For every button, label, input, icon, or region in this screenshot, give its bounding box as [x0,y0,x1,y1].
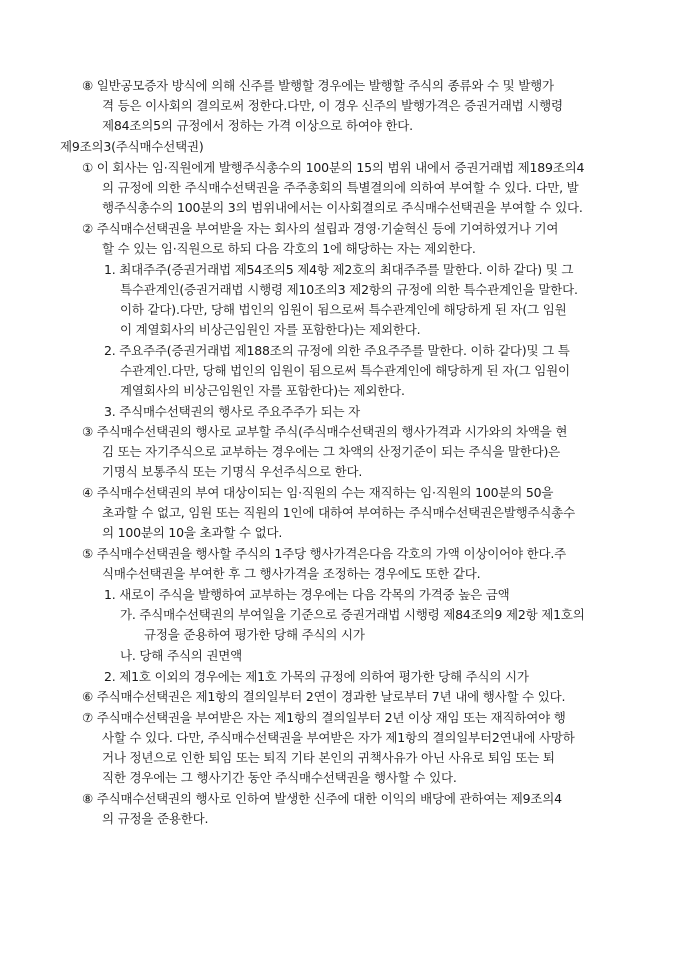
text-line: 계열회사의 비상근임원인 자를 포함한다)는 제외한다. [120,383,405,398]
text-line: ④ 주식매수선택권의 부여 대상이되는 임·직원의 수는 재직하는 임·직원의 100분의 50을 [82,485,554,500]
text-line: ⑥ 주식매수선택권은 제1항의 결의일부터 2연이 경과한 날로부터 7년 내에 행사할 수 있다. [82,689,566,704]
text-line: 직한 경우에는 그 행사기간 동안 주식매수선택권을 행사할 수 있다. [102,770,457,785]
text-line: 의 규정에 의한 주식매수선택권을 주주총회의 특별결의에 의하여 부여할 수 있다. 다만, 발 [102,180,579,195]
text-line: ⑧ 일반공모증자 방식에 의해 신주를 발행할 경우에는 발행할 주식의 종류와 수 및 발행가 [82,78,554,93]
text-line: 이 계열회사의 비상근임원인 자를 포함한다)는 제외한다. [120,322,421,337]
text-line: 2. 제1호 이외의 경우에는 제1호 가목의 규정에 의하여 평가한 당해 주식의 시가 [104,669,529,684]
text-line: 거나 정년으로 인한 퇴임 또는 퇴직 기타 본인의 귀책사유가 아닌 사유로 퇴임 또는 퇴 [102,750,555,765]
text-line: ① 이 회사는 임·직원에게 발행주식총수의 100분의 15의 범위 내에서 증권거래법 제189조의4 [82,160,585,175]
text-line: ⑧ 주식매수선택권의 행사로 인하여 발생한 신주에 대한 이익의 배당에 관하여는 제9조의4 [82,791,562,806]
text-line: 격 등은 이사회의 결의로써 정한다.다만, 이 경우 신주의 발행가격은 증권거래법 시행령 [102,98,563,113]
text-line: ③ 주식매수선택권의 행사로 교부할 주식(주식매수선택권의 행사가격과 시가와의 차액을 현 [82,424,568,439]
text-line: 제9조의3(주식매수선택권) [60,139,204,154]
text-line: 2. 주요주주(증권거래법 제188조의 규정에 의한 주요주주를 말한다. 이하 같다)및 그 특 [104,343,570,358]
text-line: 가. 주식매수선택권의 부여일을 기준으로 증권거래법 시행령 제84조의9 제2항 제1호의 [120,607,585,622]
text-line: 행주식총수의 100분의 3의 범위내에서는 이사회결의로 주식매수선택권을 부여할 수 있다. [102,200,583,215]
text-line: 의 규정을 준용한다. [102,811,209,826]
text-line: ⑦ 주식매수선택권을 부여받은 자는 제1항의 결의일부터 2년 이상 재임 또는 재직하여야 행 [82,710,566,725]
text-line: 1. 최대주주(증권거래법 제54조의5 제4항 제2호의 최대주주를 말한다. 이하 같다) 및 그 [104,262,574,277]
text-line: 할 수 있는 임·직원으로 하되 다음 각호의 1에 해당하는 자는 제외한다. [102,241,476,256]
text-line: 의 100분의 10을 초과할 수 없다. [102,525,283,540]
text-line: 제84조의5의 규정에서 정하는 가격 이상으로 하여야 한다. [102,118,413,133]
text-line: ② 주식매수선택권을 부여받을 자는 회사의 설립과 경영·기술혁신 등에 기여하였거나 기여 [82,221,559,236]
text-line: 나. 당해 주식의 권면액 [120,648,242,663]
text-line: 특수관계인(증권거래법 시행령 제10조의3 제2항의 규정에 의한 특수관계인을 말한다. [120,282,578,297]
text-line: 식매수선택권을 부여한 후 그 행사가격을 조정하는 경우에도 또한 같다. [102,566,481,581]
text-line: 규정을 준용하여 평가한 당해 주식의 시가 [144,627,365,642]
text-line: 수관계인.다만, 당해 법인의 임원이 됨으로써 특수관계인에 해당하게 된 자(그 임원이 [120,363,570,378]
text-line: 3. 주식매수선택권의 행사로 주요주주가 되는 자 [104,404,361,419]
text-line: 이하 같다).다만, 당해 법인의 임원이 됨으로써 특수관계인에 해당하게 된 자(그 임원 [120,302,567,317]
text-line: 1. 새로이 주식을 발행하여 교부하는 경우에는 다음 각목의 가격중 높은 금액 [104,587,510,602]
text-line: 초과할 수 없고, 임원 또는 직원의 1인에 대하여 부여하는 주식매수선택권은발행주식총수 [102,505,575,520]
text-line: 기명식 보통주식 또는 기명식 우선주식으로 한다. [102,464,363,479]
text-line: 김 또는 자기주식으로 교부하는 경우에는 그 차액의 산정기준이 되는 주식을 말한다)은 [102,444,561,459]
text-line: 사할 수 있다. 다만, 주식매수선택권을 부여받은 자가 제1항의 결의일부터2연내에 사망하 [102,730,575,745]
text-line: ⑤ 주식매수선택권을 행사할 주식의 1주당 행사가격은다음 각호의 가액 이상이어야 한다.주 [82,546,566,561]
